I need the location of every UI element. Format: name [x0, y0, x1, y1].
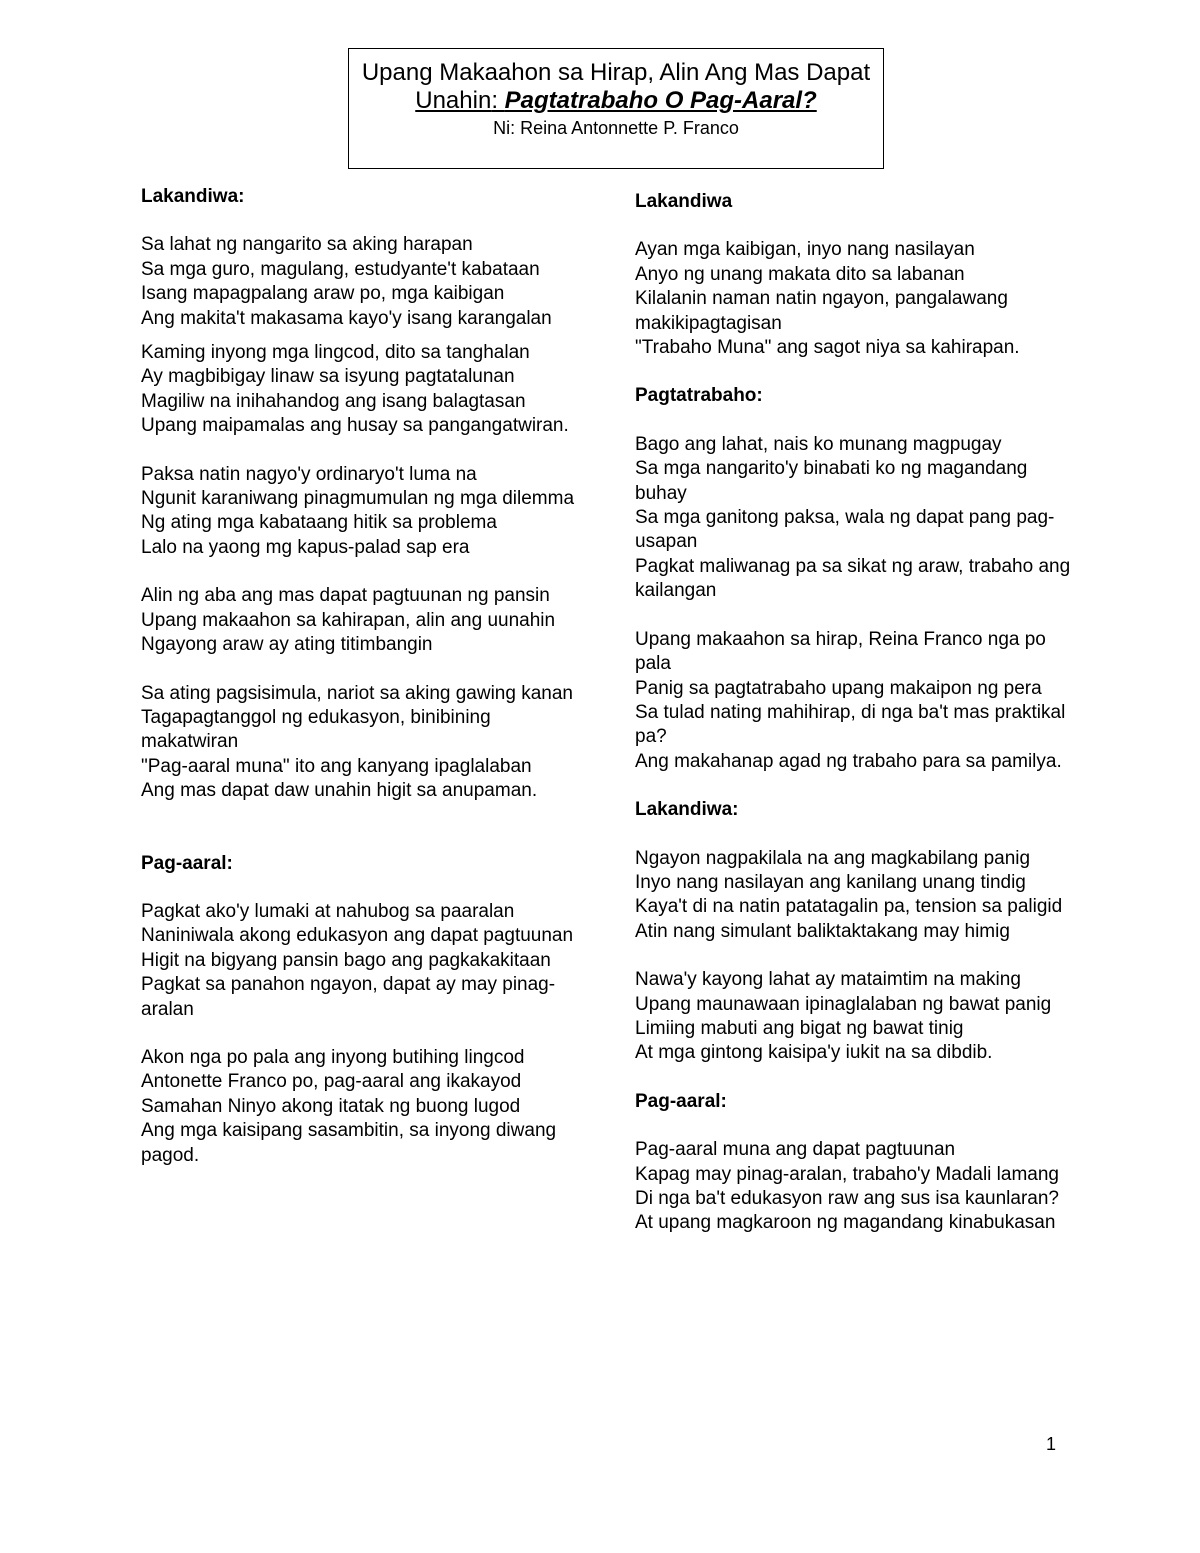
- verse-line: Sa lahat ng nangarito sa aking harapan: [141, 234, 473, 256]
- verse-line: Sa ating pagsisimula, nariot sa aking gawing kanan: [141, 682, 573, 704]
- verse-line: Akon nga po pala ang inyong butihing lingcod: [141, 1046, 525, 1068]
- speaker-label: Pag-aaral:: [141, 852, 233, 874]
- verse-line: Sa mga nangarito'y binabati ko ng magandang buhay: [635, 458, 1028, 504]
- title-line-2: [349, 87, 883, 115]
- verse-line: Sa mga guro, magulang, estudyante't kabataan: [141, 258, 540, 280]
- stanza: [635, 433, 1075, 604]
- verse-line: Alin ng aba ang mas dapat pagtuunan ng pansin: [141, 585, 550, 607]
- verse-line: Higit na bigyang pansin bago ang pagkakakitaan: [141, 949, 551, 971]
- verse-line: Kapag may pinag-aralan, trabaho'y Madali lamang: [635, 1163, 1059, 1185]
- verse-line: Kaya't di na natin patatagalin pa, tension sa paligid: [635, 896, 1063, 918]
- verse-line: Atin nang simulant baliktaktakang may himig: [635, 920, 1010, 942]
- stanza: [635, 238, 1075, 360]
- speaker-label: Lakandiwa: [635, 191, 733, 212]
- verse-line: Kilalanin naman natin ngayon, pangalawang makikipagtagisan: [635, 288, 1008, 334]
- verse-line: Upang makaahon sa hirap, Reina Franco nga po pala: [635, 628, 1046, 675]
- verse-line: Ang mas dapat daw unahin higit sa anupaman.: [141, 780, 538, 802]
- stanza: [141, 233, 581, 331]
- page-number: 1: [1046, 1434, 1057, 1454]
- title-emphasis: Pagtatrabaho O Pag-Aaral?: [504, 87, 817, 114]
- verse-line: Upang maunawaan ipinaglalaban ng bawat panig: [635, 993, 1052, 1015]
- speaker-label: Lakandiwa:: [141, 186, 245, 207]
- title-box: [348, 48, 884, 169]
- verse-line: Ngunit karaniwang pinagmumulan ng mga dilemma: [141, 488, 575, 510]
- title-unahin: Unahin: [415, 87, 492, 114]
- verse-line: Tagapagtanggol ng edukasyon, binibining makatwiran: [141, 706, 491, 753]
- verse-line: Paksa natin nagyo'y ordinaryo't luma na: [141, 463, 477, 485]
- verse-line: Limiing mabuti ang bigat ng bawat tinig: [635, 1017, 964, 1039]
- verse-line: Ang mga kaisipang sasambitin, sa inyong diwang pagod.: [141, 1120, 557, 1166]
- verse-line: "Trabaho Muna" ang sagot niya sa kahirapan.: [635, 337, 1020, 359]
- verse-line: Ngayon nagpakilala na ang magkabilang panig: [635, 847, 1031, 869]
- stanza: [141, 682, 581, 804]
- stanza: [635, 628, 1075, 774]
- verse-line: Upang makaahon sa kahirapan, alin ang uunahin: [141, 609, 556, 631]
- verse-line: Sa mga ganitong paksa, wala ng dapat pang pag-usapan: [635, 507, 1055, 553]
- verse-line: Ang makita't makasama kayo'y isang karangalan: [141, 307, 552, 329]
- speaker-label: Pag-aaral:: [635, 1090, 727, 1112]
- verse-line: At upang magkaroon ng magandang kinabukasan: [635, 1212, 1056, 1234]
- right-column: [635, 190, 1075, 1260]
- speaker-label: Pagtatrabaho:: [635, 385, 763, 407]
- verse-line: Pagkat maliwanag pa sa sikat ng araw, trabaho ang kailangan: [635, 555, 1071, 602]
- author-line: Ni: Reina Antonnette P. Franco: [493, 118, 739, 138]
- verse-line: Ngayong araw ay ating titimbangin: [141, 634, 433, 656]
- verse-line: Ay magbibigay linaw sa isyung pagtatalunan: [141, 366, 515, 388]
- verse-line: Samahan Ninyo akong itatak ng buong lugod: [141, 1095, 521, 1117]
- verse-line: Inyo nang nasilayan ang kanilang unang tindig: [635, 871, 1026, 893]
- verse-line: Lalo na yaong mg kapus-palad sap era: [141, 536, 470, 558]
- verse-line: Magiliw na inihahandog ang isang balagtasan: [141, 390, 526, 412]
- verse-line: Pag-aaral muna ang dapat pagtuunan: [635, 1139, 956, 1161]
- verse-line: At mga gintong kaisipa'y iukit na sa dibdib.: [635, 1042, 993, 1064]
- stanza: [635, 847, 1075, 945]
- verse-line: Pagkat ako'y lumaki at nahubog sa paaralan: [141, 900, 515, 922]
- title-colon: :: [491, 87, 505, 114]
- verse-line: Ang makahanap agad ng trabaho para sa pamilya.: [635, 750, 1062, 772]
- verse-line: Naniniwala akong edukasyon ang dapat pagtuunan: [141, 925, 574, 947]
- stanza: [635, 1138, 1075, 1236]
- verse-line: Nawa'y kayong lahat ay mataimtim na making: [635, 969, 1021, 991]
- verse-line: Upang maipamalas ang husay sa pangangatwiran.: [141, 415, 569, 437]
- left-column: [141, 185, 581, 1192]
- verse-line: Anyo ng unang makata dito sa labanan: [635, 263, 965, 285]
- verse-line: Antonette Franco po, pag-aaral ang ikakayod: [141, 1071, 522, 1093]
- stanza: [635, 968, 1075, 1066]
- verse-line: Ayan mga kaibigan, inyo nang nasilayan: [635, 239, 975, 261]
- verse-line: Sa tulad nating mahihirap, di nga ba't mas praktikal pa?: [635, 701, 1066, 748]
- verse-line: Kaming inyong mga lingcod, dito sa tanghalan: [141, 342, 530, 364]
- verse-line: Panig sa pagtatrabaho upang makaipon ng pera: [635, 677, 1042, 699]
- verse-line: "Pag-aaral muna" ito ang kanyang ipaglalaban: [141, 755, 532, 777]
- verse-line: Bago ang lahat, nais ko munang magpugay: [635, 433, 1002, 455]
- verse-line: Isang mapagpalang araw po, mga kaibigan: [141, 283, 505, 305]
- title-line-1: Upang Makaahon sa Hirap, Alin Ang Mas Dapat: [361, 59, 871, 86]
- verse-line: Ng ating mga kabataang hitik sa problema: [141, 512, 497, 534]
- stanza: [141, 463, 581, 561]
- stanza: [141, 900, 581, 1022]
- stanza: [141, 1046, 581, 1168]
- verse-line: Di nga ba't edukasyon raw ang sus isa kaunlaran?: [635, 1188, 1060, 1209]
- stanza: [141, 584, 581, 657]
- stanza: [141, 341, 581, 439]
- speaker-label: Lakandiwa:: [635, 799, 739, 821]
- verse-line: Pagkat sa panahon ngayon, dapat ay may pinag-aralan: [141, 974, 556, 1020]
